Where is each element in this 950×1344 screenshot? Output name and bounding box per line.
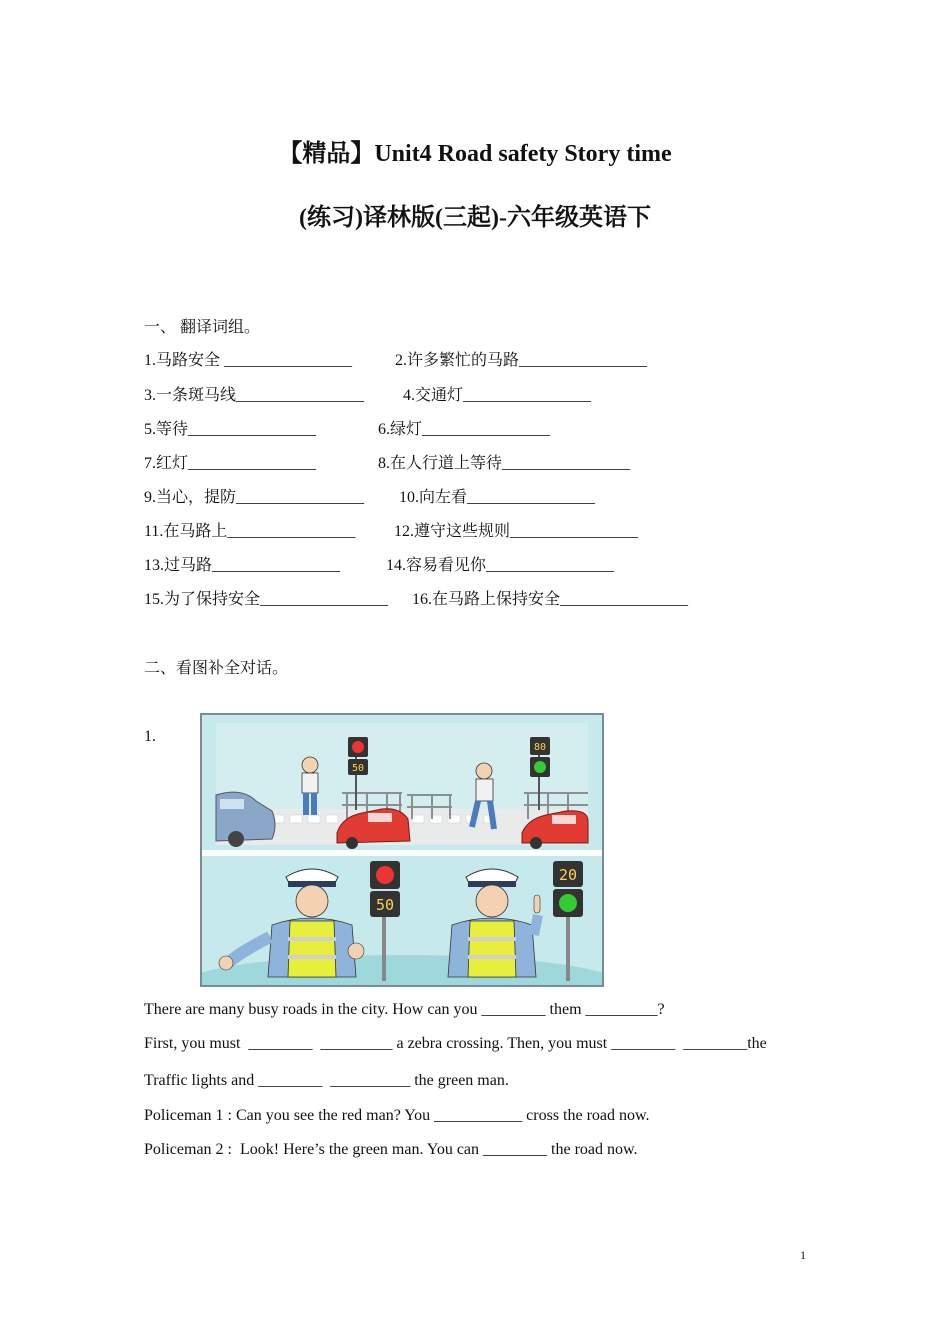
exercise-item-1: 1.马路安全 ________________ [144,352,353,369]
exercise-item-11: 11.在马路上________________ [144,523,356,540]
dialogue-line-2: First, you must ________ _________ a zebra crossing. Then, you must ________ ________the [144,1035,767,1052]
document-title-line1: 【精品】Unit4 Road safety Story time [278,141,672,167]
dialogue-line-5: Policeman 2 : Look! Here’s the green man. You can ________ the road now. [144,1141,638,1158]
exercise-item-10: 10.向左看________________ [399,489,596,506]
section2-heading: 二、看图补全对话。 [144,660,289,677]
signal-counter-bottom-right: 20 [558,866,578,884]
dialogue-line-4: Policeman 1 : Can you see the red man? You ___________ cross the road now. [144,1107,650,1124]
road-safety-illustration [200,713,604,987]
exercise-item-7: 7.红灯________________ [144,455,317,472]
document-title-line2: (练习)译林版(三起)-六年级英语下 [299,205,651,231]
exercise-item-4: 4.交通灯________________ [403,387,592,404]
exercise-item-8: 8.在人行道上等待________________ [378,455,631,472]
picture-item-number: 1. [144,728,156,745]
exercise-item-16: 16.在马路上保持安全________________ [412,591,689,608]
signal-counter-top-right: 80 [533,742,547,753]
exercise-item-6: 6.绿灯________________ [378,421,551,438]
exercise-item-2: 2.许多繁忙的马路________________ [395,352,648,369]
section1-heading: 一、 翻译词组。 [144,319,261,336]
dialogue-line-3: Traffic lights and ________ __________ the green man. [144,1072,509,1089]
signal-counter-bottom-left: 50 [375,896,395,914]
exercise-item-13: 13.过马路________________ [144,557,341,574]
exercise-item-14: 14.容易看见你________________ [386,557,615,574]
dialogue-line-1: There are many busy roads in the city. How can you ________ them _________? [144,1001,665,1018]
page-number: 1 [800,1248,806,1262]
exercise-item-9: 9.当心，提防________________ [144,489,365,506]
exercise-item-5: 5.等待________________ [144,421,317,438]
exercise-item-3: 3.一条斑马线________________ [144,387,365,404]
signal-counter-top-left: 50 [351,763,365,774]
exercise-item-12: 12.遵守这些规则________________ [394,523,639,540]
exercise-item-15: 15.为了保持安全________________ [144,591,389,608]
